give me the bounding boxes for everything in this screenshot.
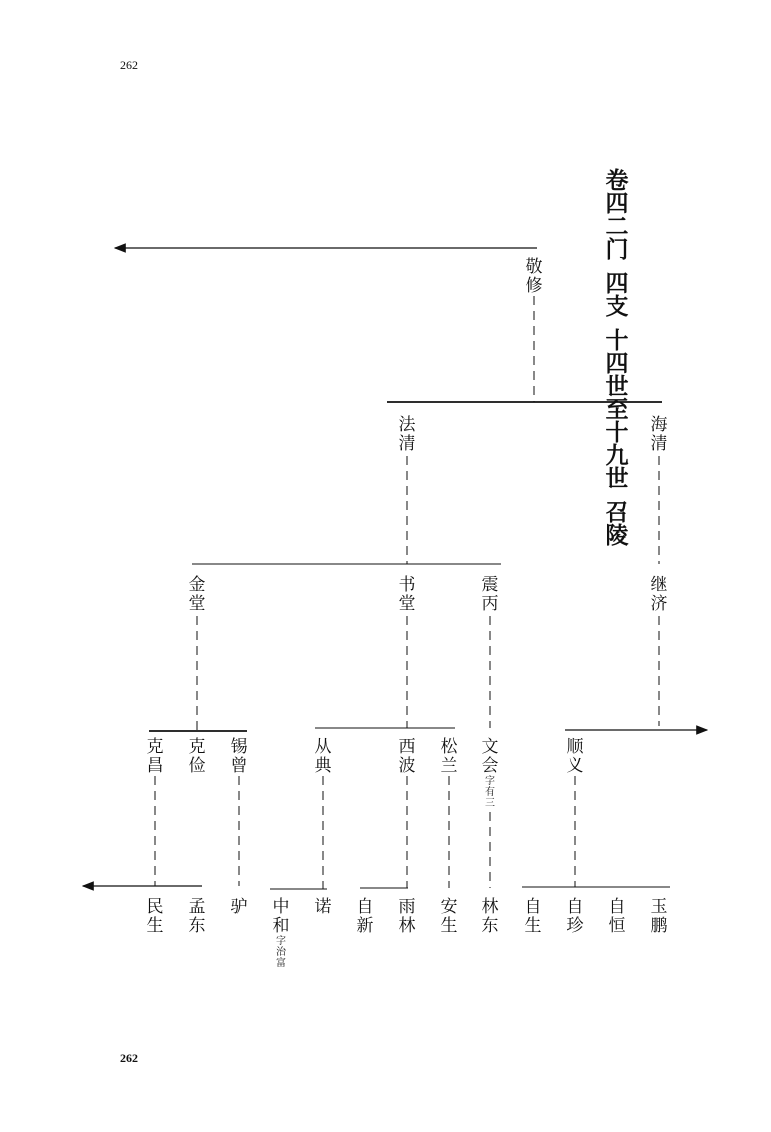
name-ziheng: 自 恒	[608, 897, 626, 936]
name-shutang: 书 堂	[398, 575, 416, 614]
page-number-bottom: 262	[120, 1051, 138, 1065]
name-songlan: 松 兰	[440, 737, 458, 776]
name-haiqing: 海 清	[650, 415, 668, 454]
name-congdian: 从 典	[314, 737, 332, 776]
name-xizeng: 锡 曾	[230, 737, 248, 776]
name-xibo: 西 波	[398, 737, 416, 776]
name-lv: 驴	[230, 897, 248, 917]
name-wenhui: 文 会 字 有 三	[481, 737, 499, 809]
name-minsheng: 民 生	[146, 897, 164, 936]
name-shunyi: 顺 义	[566, 737, 584, 776]
page-number-top: 262	[120, 58, 138, 72]
name-yupeng: 玉 鹏	[650, 897, 668, 936]
page-title: 卷 四 二 门 四 支 十 四 世 至 十 九 世 召 陵	[605, 168, 629, 549]
name-zhenbing: 震 丙	[481, 575, 499, 614]
name-zizhen: 自 珍	[566, 897, 584, 936]
name-ansheng: 安 生	[440, 897, 458, 936]
name-lindong: 林 东	[481, 897, 499, 936]
name-yulin: 雨 林	[398, 897, 416, 936]
name-jingxiu: 敬 修	[525, 257, 543, 296]
name-jiji: 继 济	[650, 575, 668, 614]
name-nuo: 诺	[314, 897, 332, 917]
name-kejian: 克 俭	[188, 737, 206, 776]
name-faqing: 法 清	[398, 415, 416, 454]
name-kechang: 克 昌	[146, 737, 164, 776]
name-mengdong: 孟 东	[188, 897, 206, 936]
name-zisheng: 自 生	[524, 897, 542, 936]
name-zhonghe: 中 和 字 治 富	[272, 897, 290, 969]
name-zixin: 自 新	[356, 897, 374, 936]
name-jintang: 金 堂	[188, 575, 206, 614]
